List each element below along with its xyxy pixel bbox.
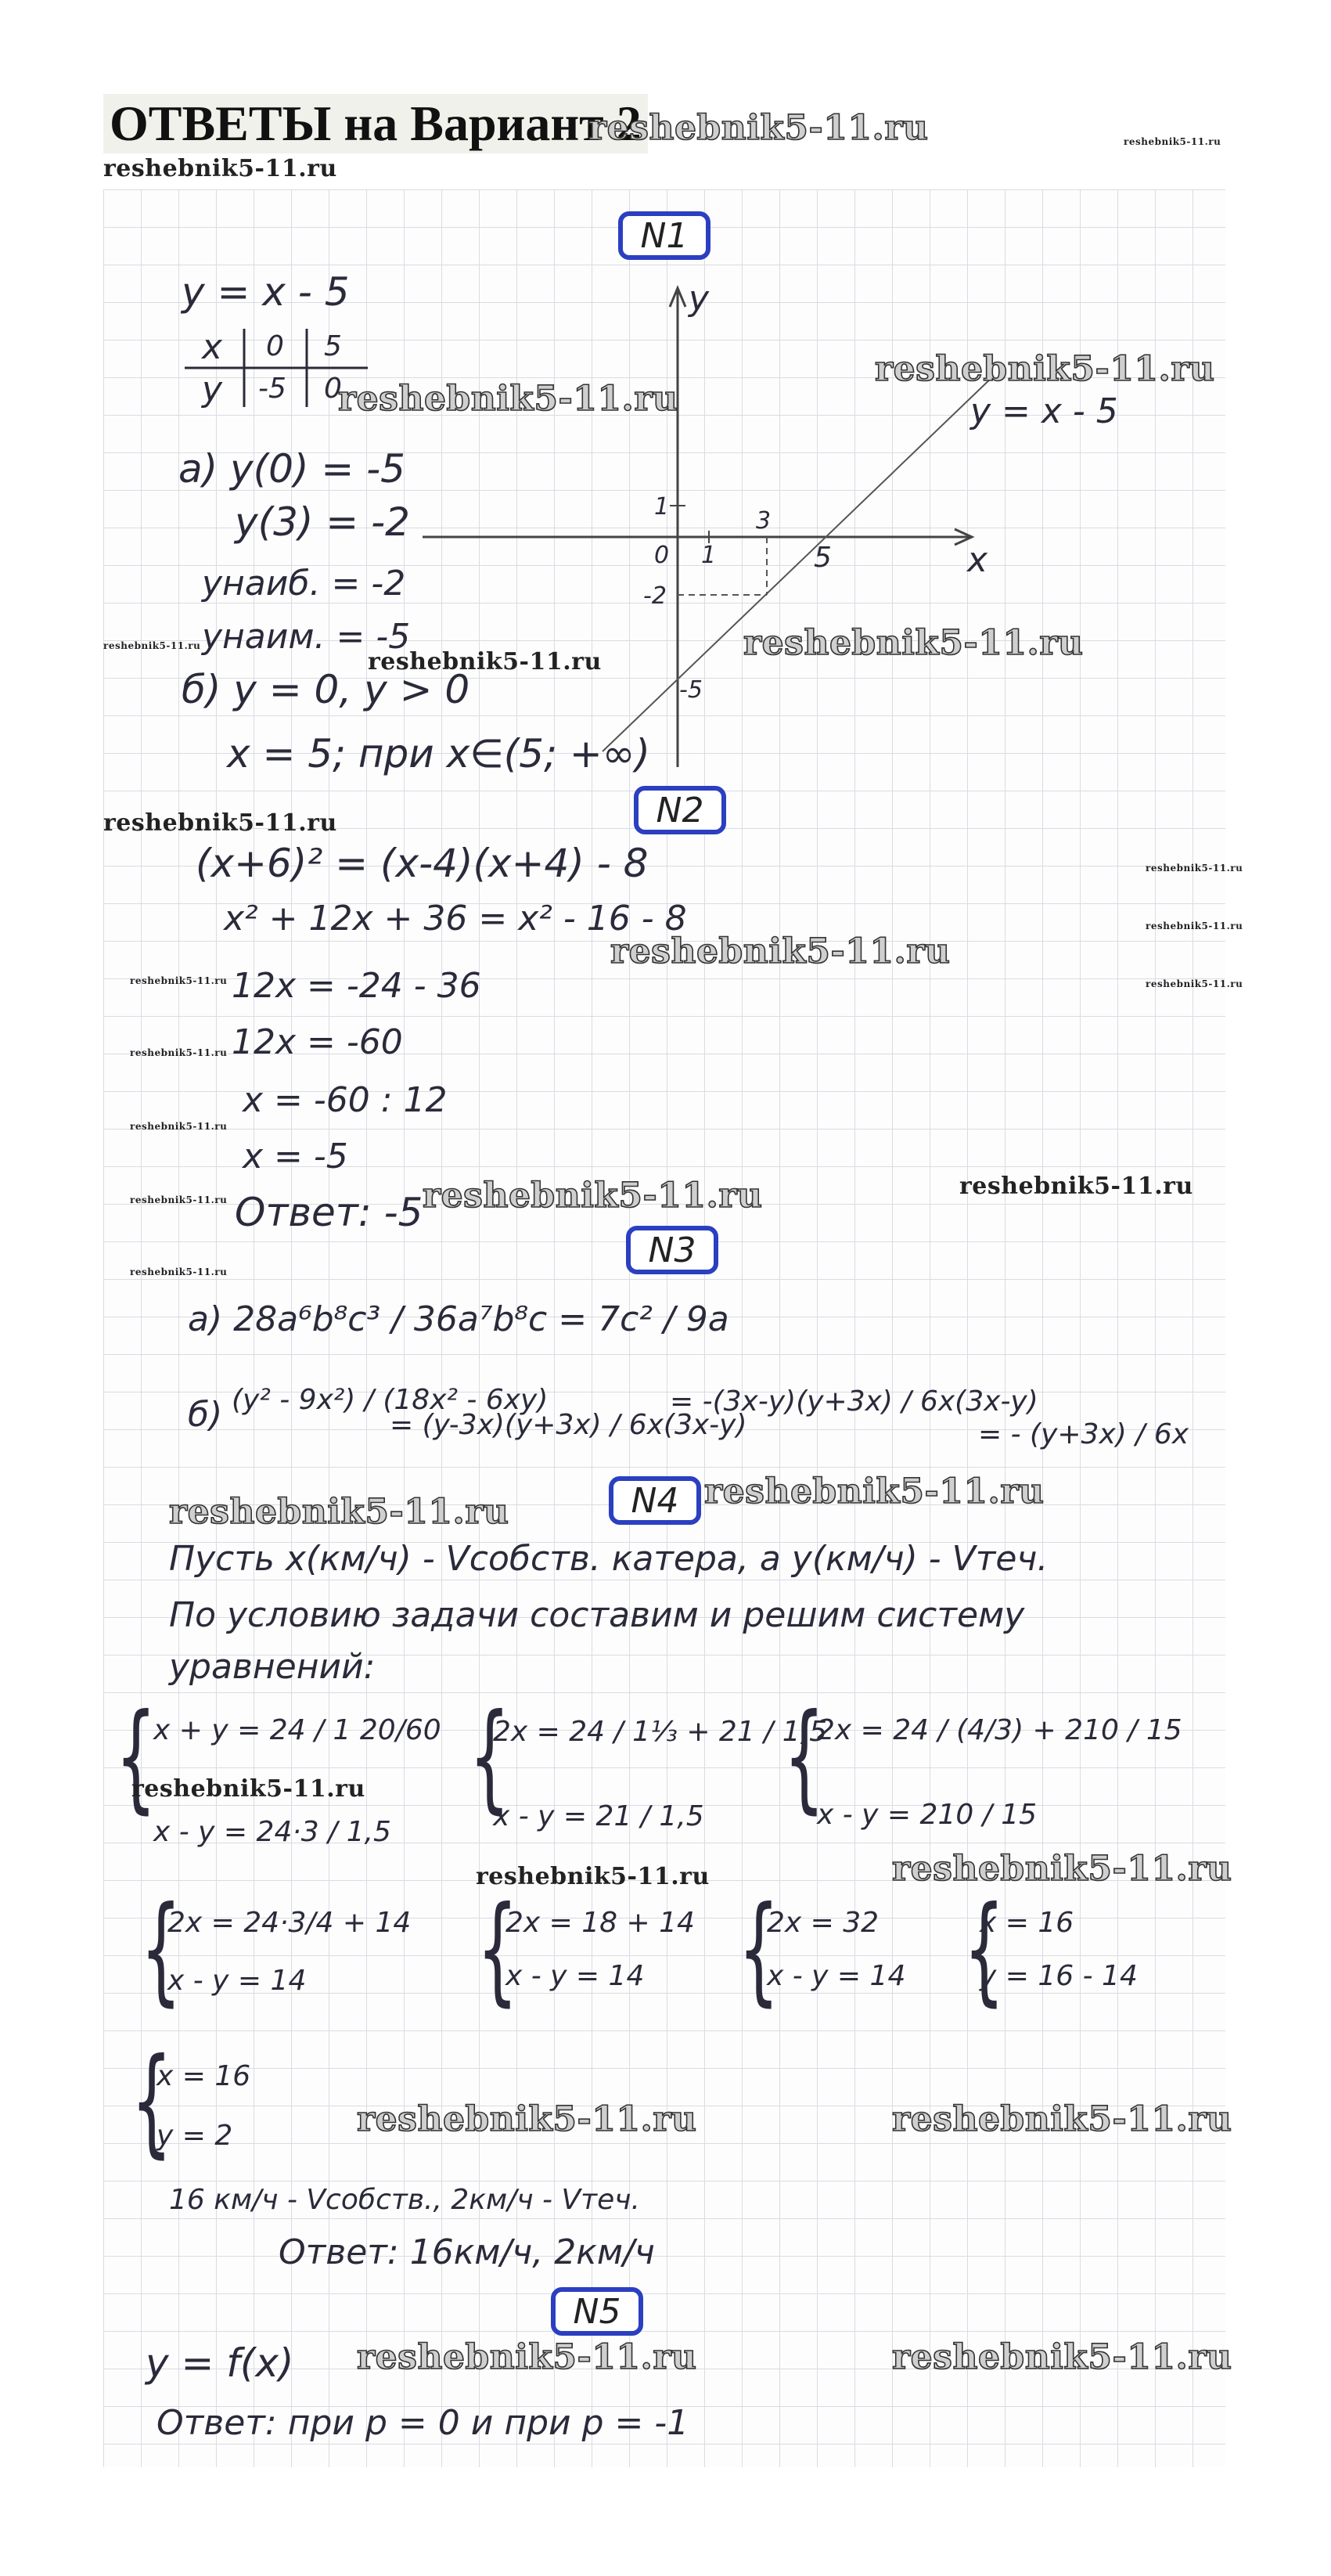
system-equation: 2x = 32 [767,1907,880,1939]
tick-label: 0 [654,542,670,569]
tick-label: -5 [679,676,703,704]
task-number-badge: N4 [609,1476,701,1525]
solution-line: = - (y+3x) / 6x [978,1418,1189,1450]
table-cell: 0 [266,330,284,362]
watermark: reshebnik5-11.ru [169,1492,509,1532]
conclusion-line: 16 км/ч - Vсобств., 2км/ч - Vтеч. [169,2184,640,2216]
system-equation: x - y = 14 [505,1960,645,1992]
system-equation: 2x = 18 + 14 [505,1907,695,1939]
watermark: reshebnik5-11.ru [131,1775,365,1803]
watermark: reshebnik5-11.ru [103,640,201,651]
watermark: reshebnik5-11.ru [875,349,1215,389]
solution-line: x = -60 : 12 [243,1080,448,1120]
task-number-badge: N5 [551,2287,643,2336]
table-header-y: y [202,369,223,409]
tick-label: -2 [643,582,667,610]
solution-line: (y² - 9x²) / (18x² - 6xy) [232,1384,549,1416]
watermark: reshebnik5-11.ru [130,1121,228,1132]
watermark: reshebnik5-11.ru [588,108,929,148]
solution-line: 12x = -24 - 36 [232,966,481,1006]
tick-label: 5 [814,542,832,574]
watermark: reshebnik5-11.ru [892,2337,1232,2377]
answer-line: Ответ: 16км/ч, 2км/ч [279,2232,655,2272]
watermark: reshebnik5-11.ru [357,2337,697,2377]
answer-line: y(3) = -2 [235,499,410,545]
text-line: уравнений: [169,1647,376,1687]
task-number-badge: N3 [626,1226,718,1274]
axis-label-x: x [967,540,988,580]
task-number-badge: N1 [618,211,710,260]
watermark: reshebnik5-11.ru [1146,863,1243,874]
watermark: reshebnik5-11.ru [959,1173,1193,1200]
page-title: ОТВЕТЫ на Вариант 2 [103,94,648,153]
answer-line: yнаиб. = -2 [202,564,406,603]
table-cell: 5 [324,330,342,362]
system-equation: x - y = 14 [767,1960,906,1992]
tick-label: 3 [756,507,772,535]
answer-line: а) y(0) = -5 [178,446,405,492]
solution-line: (x+6)² = (x-4)(x+4) - 8 [196,841,649,886]
answer-line: yнаим. = -5 [202,617,411,657]
answer-line: Ответ: при p = 0 и при p = -1 [156,2403,689,2443]
watermark: reshebnik5-11.ru [357,2099,697,2139]
table-cell: 0 [324,373,342,405]
answer-line: б) y = 0, y > 0 [182,667,470,712]
task-number-badge: N2 [634,786,726,834]
system-brace: { [783,1689,825,1825]
watermark: reshebnik5-11.ru [103,809,337,837]
watermark: reshebnik5-11.ru [368,648,602,676]
system-brace: { [131,2034,172,2170]
system-equation: 2x = 24·3/4 + 14 [167,1907,412,1939]
answer-line: x = 5; при x∈(5; +∞) [227,731,650,776]
system-equation: y = 16 - 14 [980,1960,1138,1992]
watermark: reshebnik5-11.ru [704,1472,1045,1511]
watermark: reshebnik5-11.ru [130,1047,228,1058]
solution-line: x = -5 [243,1137,348,1176]
watermark: reshebnik5-11.ru [1146,978,1243,989]
watermark: reshebnik5-11.ru [892,2099,1232,2139]
table-cell: -5 [258,373,286,405]
system-equation: x - y = 24·3 / 1,5 [153,1816,391,1848]
watermark: reshebnik5-11.ru [1124,136,1221,147]
system-equation: x = 16 [980,1907,1074,1939]
solution-label: б) [188,1395,223,1435]
solution-line: = (y-3x)(y+3x) / 6x(3x-y) [390,1409,747,1441]
system-brace: { [115,1689,156,1825]
system-brace: { [469,1689,510,1825]
table-header-x: x [202,327,223,367]
system-brace: { [140,1882,182,2018]
answer-line: Ответ: -5 [235,1190,423,1235]
watermark: reshebnik5-11.ru [1146,921,1243,931]
graph-label: y = x - 5 [970,391,1118,431]
watermark: reshebnik5-11.ru [892,1849,1232,1889]
system-equation: y = 2 [156,2120,233,2152]
text-line: Пусть x(км/ч) - Vсобств. катера, а y(км/ч) - Vтеч. [169,1539,1049,1579]
solution-line: x² + 12x + 36 = x² - 16 - 8 [224,899,687,939]
watermark: reshebnik5-11.ru [476,1863,710,1890]
watermark: reshebnik5-11.ru [130,975,228,986]
watermark: reshebnik5-11.ru [103,155,337,182]
watermark: reshebnik5-11.ru [130,1194,228,1205]
tick-label: 1 [701,542,717,569]
solution-line: y = f(x) [146,2340,294,2386]
solution-line: 12x = -60 [232,1022,403,1062]
solution-line: = -(3x-y)(y+3x) / 6x(3x-y) [670,1385,1038,1418]
function-formula: y = x - 5 [182,269,350,315]
system-equation: x = 16 [156,2060,251,2092]
text-line: По условию задачи составим и решим систему [169,1595,1025,1635]
watermark: reshebnik5-11.ru [743,623,1084,663]
system-brace: { [477,1882,518,2018]
watermark: reshebnik5-11.ru [423,1176,763,1216]
system-brace: { [963,1882,1005,2018]
watermark: reshebnik5-11.ru [338,379,678,419]
solution-line: а) 28a⁶b⁸c³ / 36a⁷b⁸c = 7c² / 9a [188,1299,729,1339]
watermark: reshebnik5-11.ru [610,931,951,971]
system-equation: 2x = 24 / (4/3) + 210 / 15 [817,1714,1182,1746]
system-equation: x - y = 21 / 1,5 [493,1800,704,1832]
system-equation: x - y = 210 / 15 [817,1799,1038,1831]
system-brace: { [738,1882,779,2018]
axis-label-y: y [689,279,710,319]
watermark: reshebnik5-11.ru [130,1266,228,1277]
system-equation: 2x = 24 / 1⅓ + 21 / 1,5 [493,1716,828,1748]
system-equation: x + y = 24 / 1 20/60 [153,1714,441,1746]
system-equation: x - y = 14 [167,1965,307,1997]
tick-label: 1 [654,493,670,521]
